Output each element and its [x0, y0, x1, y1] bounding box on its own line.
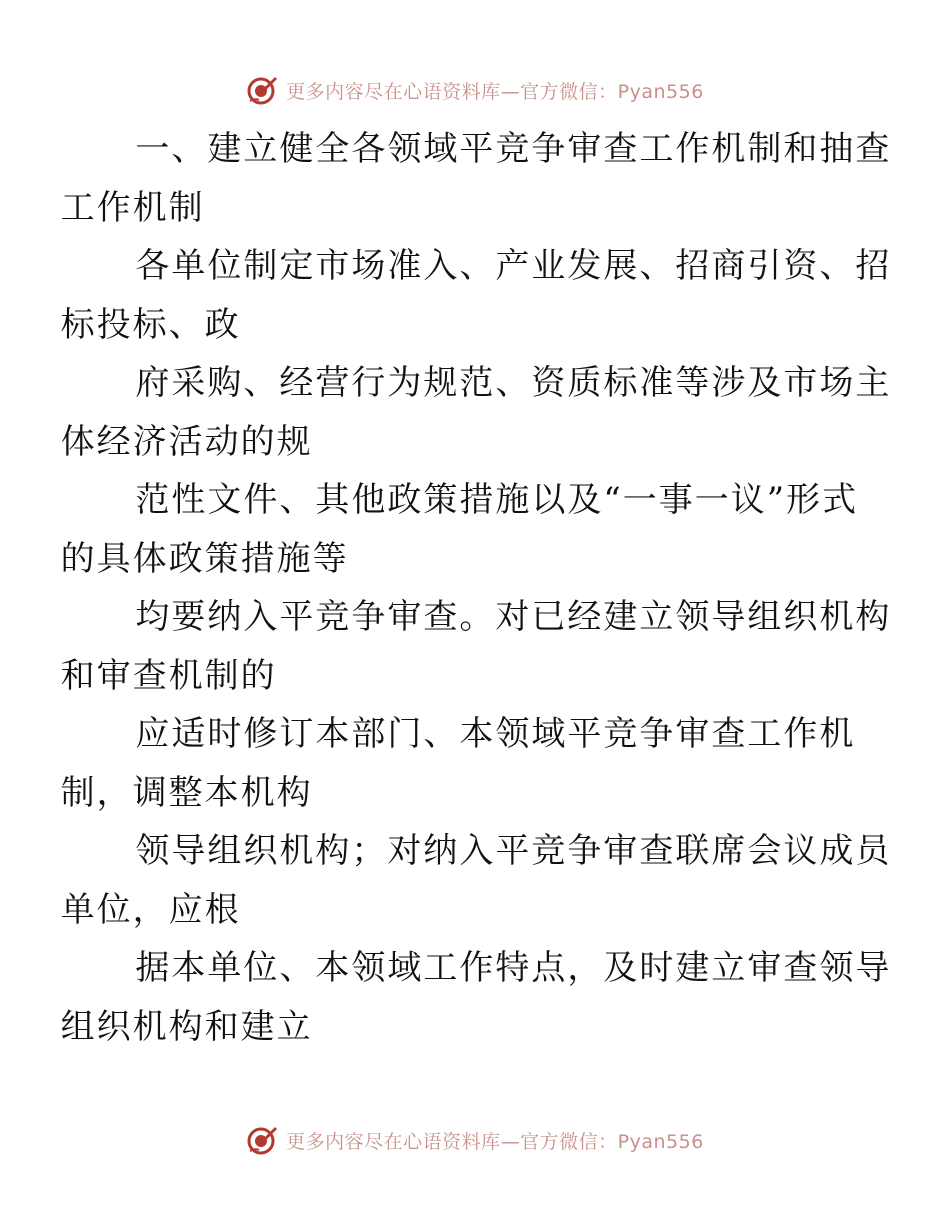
- watermark-header: [0, 72, 950, 108]
- text-line: 制，调整本机构: [60, 772, 313, 813]
- text-line: 的具体政策措施等: [60, 538, 349, 579]
- text-line: 单位，应根: [60, 889, 241, 930]
- text-line: 一、建立健全各领域平竞争审查工作机制和抽查: [135, 129, 892, 169]
- paragraph: [60, 237, 892, 354]
- paragraph: [60, 120, 892, 237]
- text-line: 体经济活动的规: [60, 421, 313, 462]
- paragraph: [60, 705, 858, 822]
- paragraph: [60, 822, 892, 939]
- text-line: 工作机制: [60, 187, 205, 228]
- text-line: 应适时修订本部门、本领域平竞争审查工作机: [135, 714, 856, 754]
- text-line: 各单位制定市场准入、产业发展、招商引资、招: [135, 246, 892, 286]
- text-line: 均要纳入平竞争审查。对已经建立领导组织机构: [135, 597, 892, 637]
- text-line: 组织机构和建立: [60, 1006, 313, 1047]
- watermark-text: 更多内容尽在心语资料库—官方微信：Pyan556: [286, 1130, 704, 1153]
- text-line: 领导组织机构；对纳入平竞争审查联席会议成员: [135, 831, 892, 871]
- watermark-footer: [0, 1122, 950, 1158]
- pen-logo-icon: [246, 1124, 278, 1156]
- text-line: 府采购、经营行为规范、资质标准等涉及市场主: [135, 363, 892, 403]
- watermark-text: 更多内容尽在心语资料库—官方微信：Pyan556: [286, 80, 704, 103]
- pen-logo-icon: [246, 74, 278, 106]
- text-line: 据本单位、本领域工作特点，及时建立审查领导: [135, 948, 892, 988]
- document-body: [60, 120, 892, 1056]
- text-line: 标投标、政: [60, 304, 241, 345]
- text-line: 范性文件、其他政策措施以及“一事一议”形式: [135, 480, 859, 520]
- paragraph: [60, 588, 892, 705]
- text-line: 和审查机制的: [60, 655, 277, 696]
- paragraph: [60, 354, 892, 471]
- paragraph: [60, 471, 859, 588]
- paragraph: [60, 939, 892, 1056]
